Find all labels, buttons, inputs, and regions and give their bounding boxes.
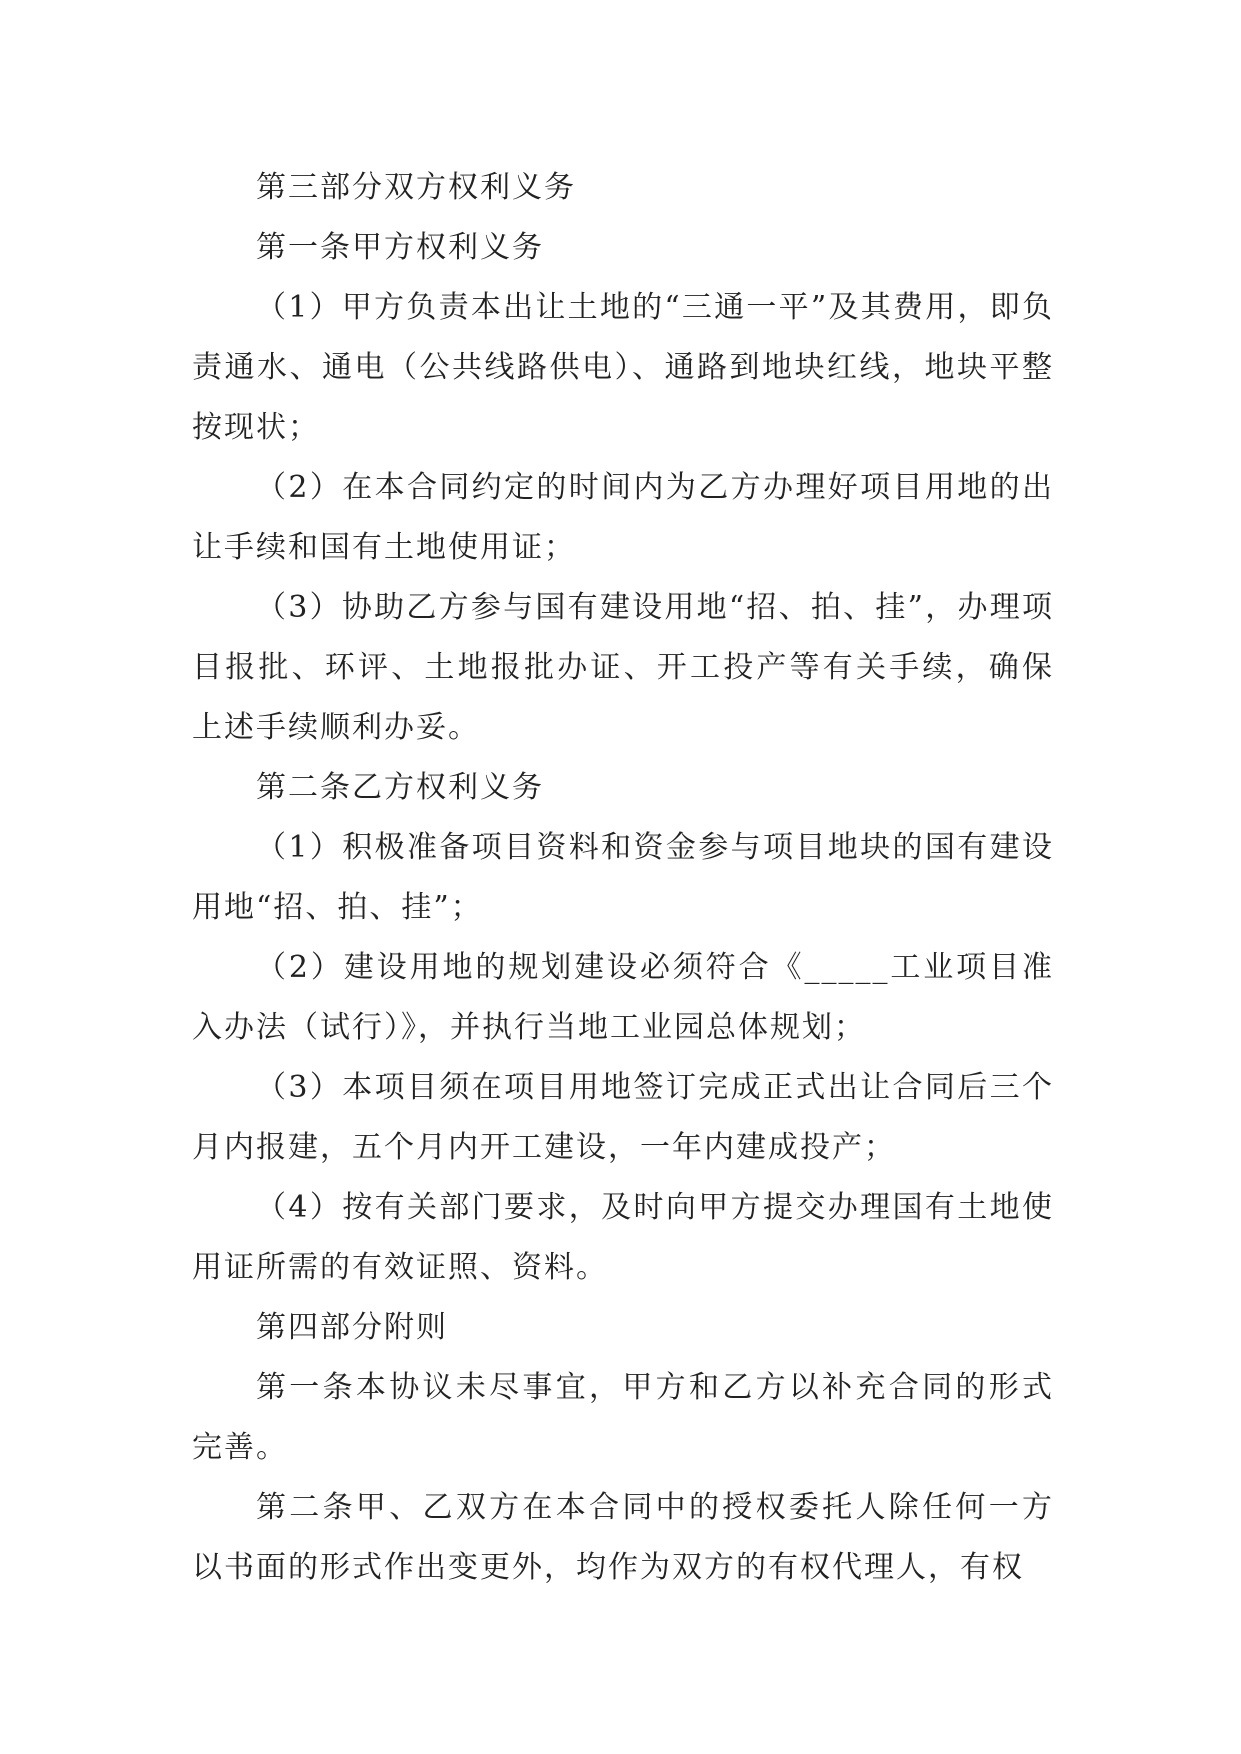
document-body	[192, 158, 1054, 1598]
paragraph-party-b-item-3: （3）本项目须在项目用地签订完成正式出让合同后三个月内报建，五个月内开工建设，一年内建成投产；	[192, 1070, 1054, 1165]
paragraph-party-a-item-2: （2）在本合同约定的时间内为乙方办理好项目用地的出让手续和国有土地使用证；	[192, 470, 1054, 565]
paragraph-party-b-item-2: （2）建设用地的规划建设必须符合《_____工业项目准入办法（试行）》，并执行当地工业园总体规划；	[192, 950, 1054, 1045]
paragraph-party-a-item-3: （3）协助乙方参与国有建设用地“招、拍、挂”，办理项目报批、环评、土地报批办证、开工投产等有关手续，确保上述手续顺利办妥。	[192, 590, 1054, 745]
article-heading-party-a: 第一条甲方权利义务	[256, 230, 544, 265]
paragraph-party-a-item-1: （1）甲方负责本出让土地的“三通一平”及其费用，即负责通水、通电（公共线路供电）、通路到地块红线，地块平整按现状；	[192, 290, 1054, 445]
paragraph-supplementary-article-2: 第二条甲、乙双方在本合同中的授权委托人除任何一方以书面的形式作出变更外，均作为双方的有权代理人，有权	[192, 1490, 1054, 1585]
paragraph-party-b-item-4: （4）按有关部门要求，及时向甲方提交办理国有土地使用证所需的有效证照、资料。	[192, 1190, 1054, 1285]
paragraph-party-b-item-1: （1）积极准备项目资料和资金参与项目地块的国有建设用地“招、拍、挂”；	[192, 830, 1054, 925]
section-heading-part-four: 第四部分附则	[256, 1310, 448, 1345]
article-heading-party-b: 第二条乙方权利义务	[256, 770, 544, 805]
paragraph-supplementary-article-1: 第一条本协议未尽事宜，甲方和乙方以补充合同的形式完善。	[192, 1370, 1054, 1465]
section-heading-part-three: 第三部分双方权利义务	[256, 170, 576, 205]
